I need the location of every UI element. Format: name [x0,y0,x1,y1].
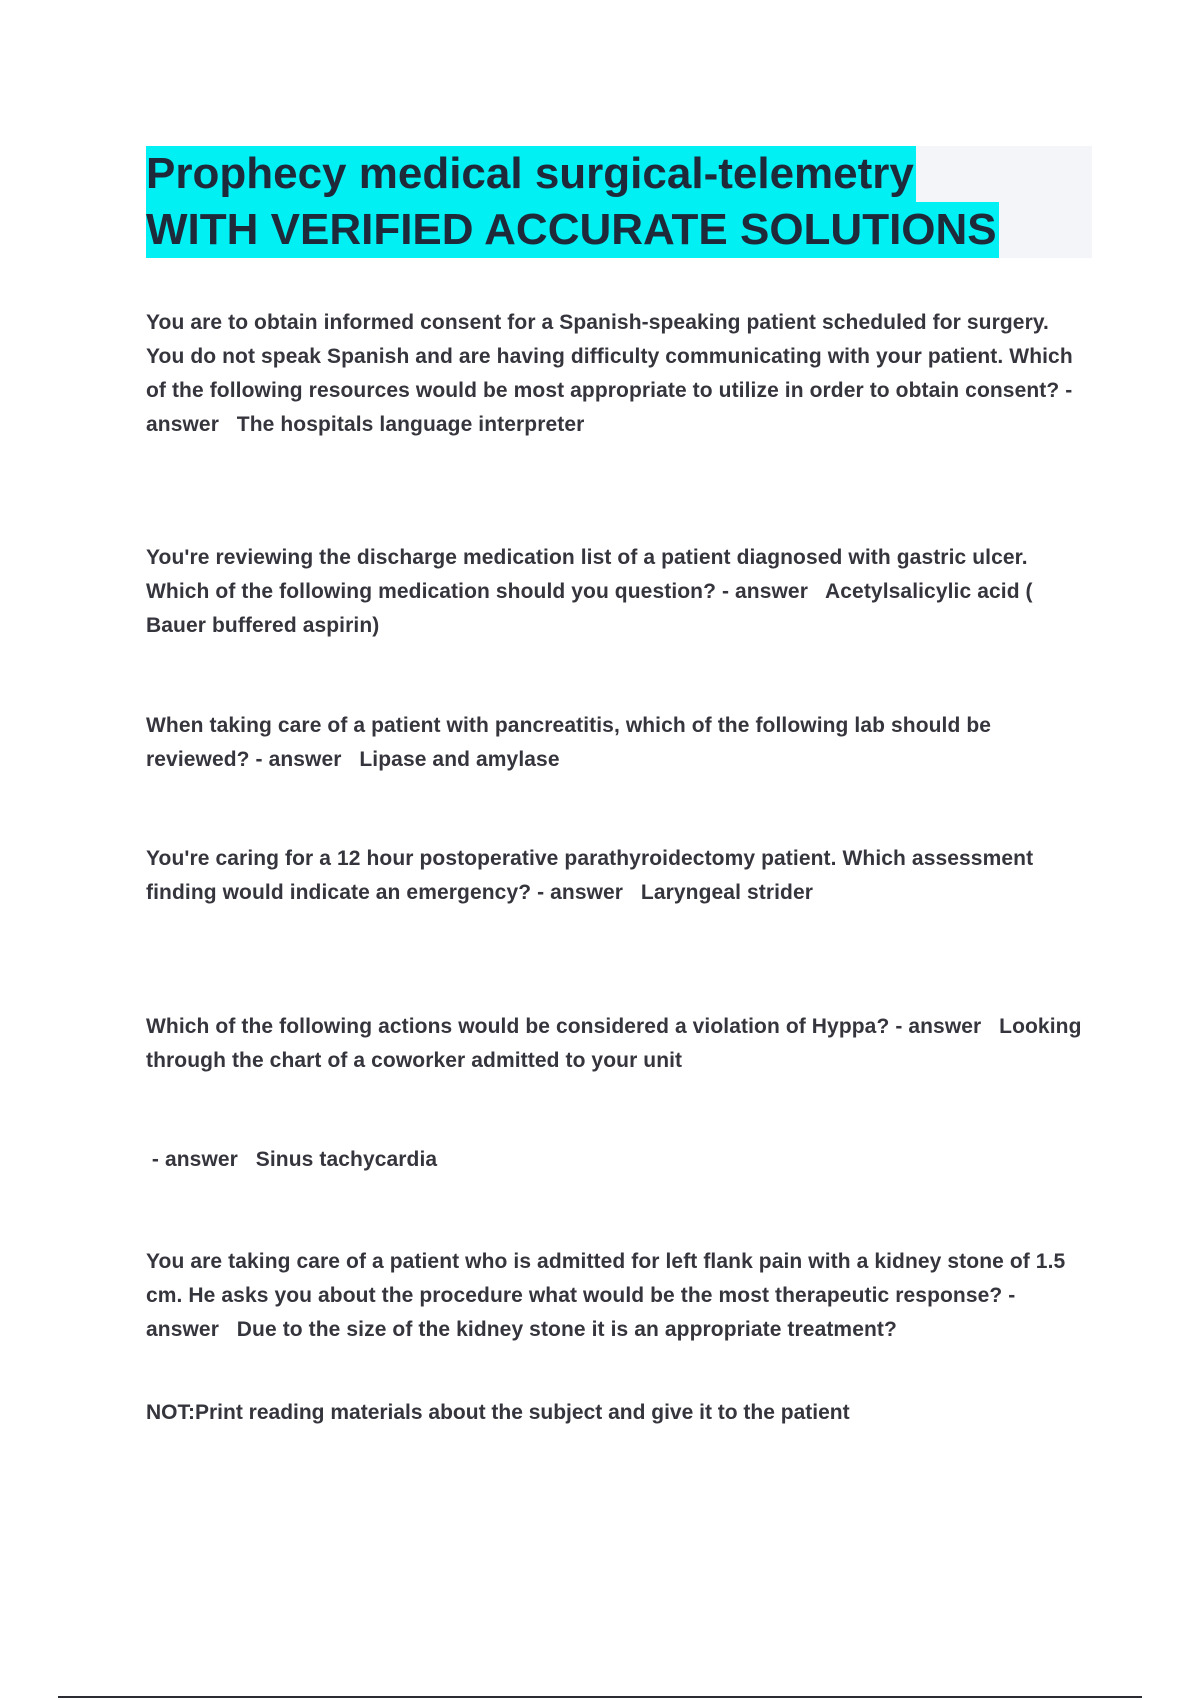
answer-text: Looking through the chart of a coworker admitted to your unit [146,1015,1082,1072]
qa-item-3 [146,709,1086,777]
question-text: Which of the following actions would be considered a violation of Hyppa? - answer [146,1015,982,1038]
question-text: You are taking care of a patient who is admitted for left flank pain with a kidney stone of 1.5 cm. He asks you about the procedure what would be the most therapeutic response? - answer [146,1250,1066,1341]
qa-item-6 [146,1143,1086,1177]
question-text: - answer [146,1148,238,1171]
answer-text: Lipase and amylase [359,748,560,771]
qa-item-7 [146,1245,1086,1347]
qa-item-5 [146,1010,1086,1078]
title-line-2: WITH VERIFIED ACCURATE SOLUTIONS [146,202,999,258]
footer-divider [58,1696,1142,1698]
question-text: You are to obtain informed consent for a Spanish-speaking patient scheduled for surgery. You do not speak Spanish and are having difficulty communicating with your patient. Which of the following resources would be most appropriate to utilize in order to obtain consent? - answer [146,311,1073,436]
qa-item-4 [146,842,1086,910]
question-text: You're reviewing the discharge medication list of a patient diagnosed with gastric ulcer. Which of the following medication should you question? - answer [146,546,1028,603]
answer-text: Laryngeal strider [640,881,814,904]
question-text: You're caring for a 12 hour postoperative parathyroidectomy patient. Which assessment finding would indicate an emergency? - answer [146,847,1034,904]
answer-text: The hospitals language interpreter [236,413,585,436]
answer-text: Sinus tachycardia [255,1148,438,1171]
qa-item-2 [146,541,1086,643]
title-line-1: Prophecy medical surgical-telemetry [146,146,916,202]
qa-item-1 [146,306,1086,442]
document-title [146,146,1092,258]
note-text: NOT:Print reading materials about the subject and give it to the patient [146,1401,850,1424]
answer-text: Acetylsalicylic acid ( Bauer buffered aspirin) [146,580,1033,637]
answer-text: Due to the size of the kidney stone it is an appropriate treatment? [236,1318,897,1341]
question-text: When taking care of a patient with pancreatitis, which of the following lab should be reviewed? - answer [146,714,992,771]
